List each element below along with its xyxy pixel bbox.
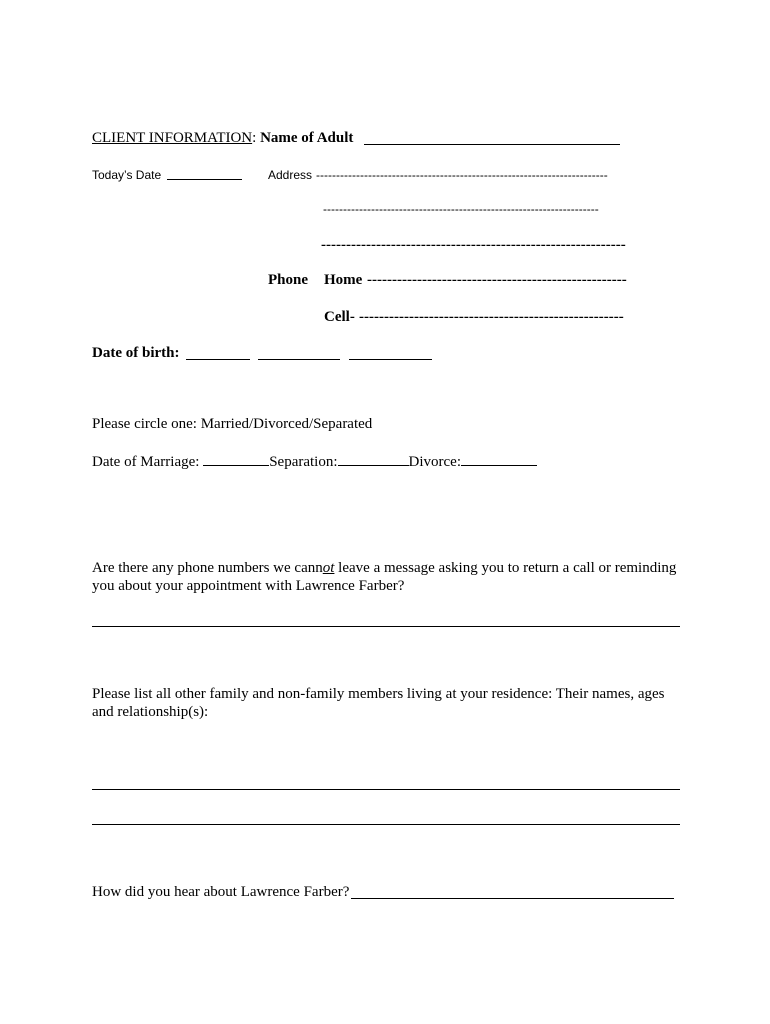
message-answer-line[interactable] bbox=[92, 626, 680, 627]
phone-home-label: Home bbox=[324, 272, 363, 288]
todays-date-row bbox=[92, 166, 161, 184]
message-question-line-1 bbox=[92, 559, 676, 577]
dob-day-field[interactable] bbox=[258, 346, 340, 360]
referral-label: How did you hear about Lawrence Farber? bbox=[92, 884, 350, 900]
address-line-1[interactable]: ------------------------------------------------------------------------- bbox=[316, 168, 608, 182]
name-of-adult-field[interactable] bbox=[364, 131, 620, 145]
heading-colon: : bbox=[252, 130, 257, 146]
separation-field[interactable] bbox=[338, 452, 409, 466]
address-line-3[interactable]: ------------------------------------------------------------- bbox=[321, 237, 626, 253]
marital-status-prompt: Please circle one: Married/Divorced/Separated bbox=[92, 416, 373, 432]
family-question-line-2: and relationship(s): bbox=[92, 704, 209, 720]
referral-field[interactable] bbox=[351, 885, 674, 899]
date-of-marriage-label: Date of Marriage: bbox=[92, 454, 204, 470]
address-label: Address bbox=[268, 168, 313, 182]
phone-cell-field[interactable]: ----------------------------------------------------- bbox=[359, 309, 624, 325]
divorce-label: Divorce: bbox=[408, 454, 462, 470]
date-of-marriage-field[interactable] bbox=[203, 452, 269, 466]
message-question-text-a: Are there any phone numbers we cann bbox=[92, 560, 323, 576]
section-label: CLIENT INFORMATION bbox=[92, 130, 253, 146]
marital-dates-row bbox=[92, 452, 537, 471]
todays-date-field[interactable] bbox=[167, 167, 242, 180]
address-row bbox=[268, 166, 312, 184]
dob-month-field[interactable] bbox=[186, 346, 250, 360]
dob-year-field[interactable] bbox=[349, 346, 432, 360]
phone-cell-label: Cell- bbox=[324, 309, 355, 325]
date-of-birth-label: Date of birth: bbox=[92, 345, 180, 361]
message-question-text-b: leave a message asking you to return a call or reminding bbox=[334, 560, 677, 576]
family-answer-line-1[interactable] bbox=[92, 789, 680, 790]
client-information-heading bbox=[92, 129, 353, 147]
family-answer-line-2[interactable] bbox=[92, 824, 680, 825]
separation-label: Separation: bbox=[269, 454, 338, 470]
family-question-line-1: Please list all other family and non-family members living at your residence: Their names, ages bbox=[92, 686, 665, 702]
message-question-emphasis: ot bbox=[322, 560, 335, 576]
referral-row bbox=[92, 883, 349, 901]
name-of-adult-label: Name of Adult bbox=[260, 130, 354, 146]
phone-label: Phone bbox=[268, 272, 309, 288]
message-question-line-2: you about your appointment with Lawrence Farber? bbox=[92, 578, 405, 594]
divorce-field[interactable] bbox=[461, 452, 537, 466]
phone-home-field[interactable]: ---------------------------------------------------- bbox=[367, 272, 627, 288]
todays-date-label: Today’s Date bbox=[92, 168, 162, 182]
address-line-2[interactable]: --------------------------------------------------------------------- bbox=[323, 202, 599, 216]
